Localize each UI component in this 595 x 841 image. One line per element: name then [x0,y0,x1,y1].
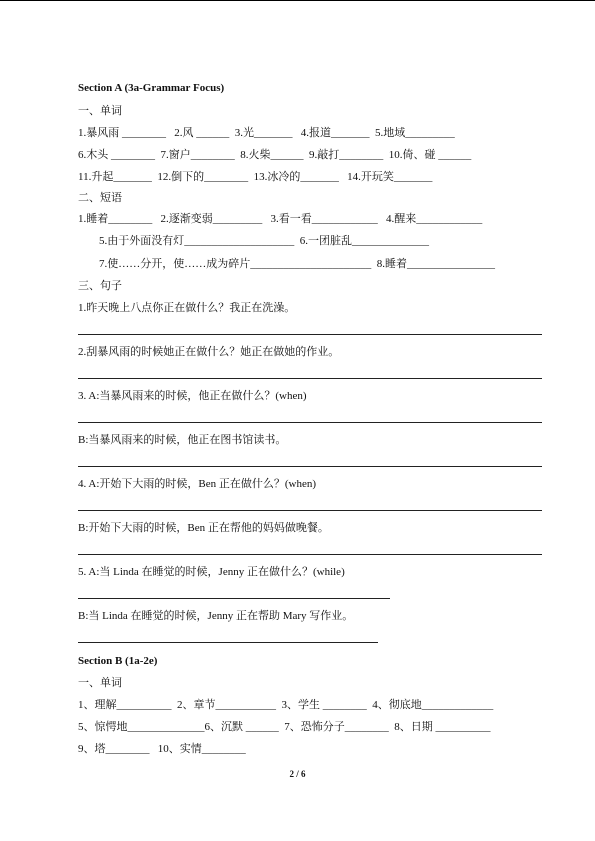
section-b-words-row2: 5、惊愕地______________6、沉默 ______ 7、恐怖分子________ 8、日期 __________ [78,721,491,733]
section-b-words-row3: 9、塔________ 10、实情________ [78,743,246,755]
answer-line-5a[interactable] [78,598,390,599]
answer-line-4b[interactable] [78,554,542,555]
sentence-2: 2.刮暴风雨的时候她正在做什么？她正在做她的作业。 [78,346,340,358]
sentence-5b: B:当 Linda 在睡觉的时候，Jenny 正在帮助 Mary 写作业。 [78,610,354,622]
sentence-3b: B:当暴风雨来的时候，他正在图书馆读书。 [78,434,287,446]
section-a-words-row2: 6.木头 ________ 7.窗户________ 8.火柴______ 9.敲打________ 10.倚、碰 ______ [78,149,472,161]
answer-line-3a[interactable] [78,422,542,423]
section-a-part1-heading: 一、单词 [78,105,122,117]
section-a-phrases-row2: 5.由于外面没有灯____________________ 6.一团脏乱______________ [99,235,429,247]
sentence-4a: 4. A:开始下大雨的时候，Ben 正在做什么？(when) [78,478,317,490]
sentence-5a: 5. A:当 Linda 在睡觉的时候，Jenny 正在做什么？(while) [78,566,345,578]
section-a-part3-heading: 三、句子 [78,280,122,292]
answer-line-3b[interactable] [78,466,542,467]
section-a-words-row3: 11.升起_______ 12.倒下的________ 13.冰冷的_______ 14.开玩笑_______ [78,171,433,183]
sentence-4b: B:开始下大雨的时候，Ben 正在帮他的妈妈做晚餐。 [78,522,329,534]
section-a-title: Section A (3a-Grammar Focus) [78,82,225,94]
answer-line-4a[interactable] [78,510,542,511]
section-a-phrases-row3: 7.使……分开，使……成为碎片______________________ 8.睡着________________ [99,258,495,270]
section-a-part2-heading: 二、短语 [78,192,122,204]
page-number: 2 / 6 [289,769,306,779]
section-a-phrases-row1: 1.睡着________ 2.逐渐变弱_________ 3.看一看____________ 4.醒来____________ [78,213,483,225]
section-b-words-row1: 1、理解__________ 2、章节___________ 3、学生 ________ 4、彻底地_____________ [78,699,494,711]
sentence-3a: 3. A:当暴风雨来的时候，他正在做什么？(when) [78,390,307,402]
answer-line-2[interactable] [78,378,542,379]
answer-line-5b[interactable] [78,642,378,643]
section-a-words-row1: 1.暴风雨 ________ 2.风 ______ 3.光_______ 4.报道_______ 5.地域_________ [78,127,455,139]
section-b-title: Section B (1a-2e) [78,655,158,667]
answer-line-1[interactable] [78,334,542,335]
top-border [0,0,595,1]
section-b-part1-heading: 一、单词 [78,677,122,689]
sentence-1: 1.昨天晚上八点你正在做什么？我正在洗澡。 [78,302,296,314]
